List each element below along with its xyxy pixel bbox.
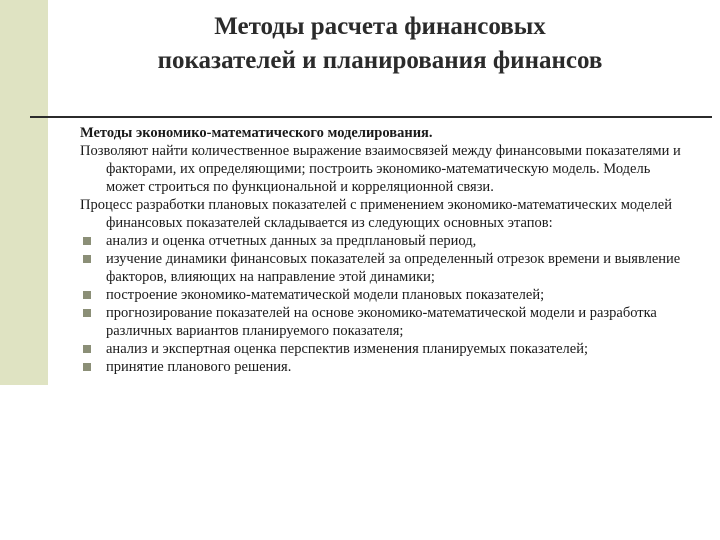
list-item-text: принятие планового решения. (106, 359, 292, 375)
list-item-text: анализ и экспертная оценка перспектив изменения планируемых показателей; (106, 341, 588, 357)
square-bullet-icon (83, 255, 91, 263)
slide-title (60, 10, 700, 78)
list-item-text: изучение динамики финансовых показателей за определенный отрезок времени и выявление факторов, влияющих на направление этой динамики; (106, 251, 681, 285)
list-item (80, 358, 690, 376)
title-line-1: Методы расчета финансовых (214, 13, 546, 40)
square-bullet-icon (83, 291, 91, 299)
section-heading: Методы экономико-математического моделирования. (80, 125, 433, 141)
title-line-2: показателей и планирования финансов (157, 47, 603, 74)
list-item-text: построение экономико-математической модели плановых показателей; (106, 287, 545, 303)
stages-list (80, 232, 690, 376)
paragraph-2: Процесс разработки плановых показателей с применением экономико-математических моделей финансовых показателей складывается из следующих основных этапов: (80, 197, 672, 231)
list-item-text: анализ и оценка отчетных данных за предплановый период, (106, 233, 477, 249)
list-item (80, 232, 690, 250)
decorative-left-bar (0, 0, 48, 385)
list-item (80, 304, 690, 340)
list-item (80, 250, 690, 286)
list-item-text: прогнозирование показателей на основе экономико-математической модели и разработка различных вариантов планируемого показателя; (106, 305, 657, 339)
square-bullet-icon (83, 345, 91, 353)
paragraph-1: Позволяют найти количественное выражение взаимосвязей между финансовыми показателями и факторами, их определяющими; построить экономико-математическую модель. Модель может строиться по функциональной и корреляционной связи. (80, 143, 681, 195)
list-item (80, 340, 690, 358)
square-bullet-icon (83, 363, 91, 371)
square-bullet-icon (83, 237, 91, 245)
slide-body (80, 124, 690, 376)
square-bullet-icon (83, 309, 91, 317)
list-item (80, 286, 690, 304)
title-divider (30, 116, 712, 118)
